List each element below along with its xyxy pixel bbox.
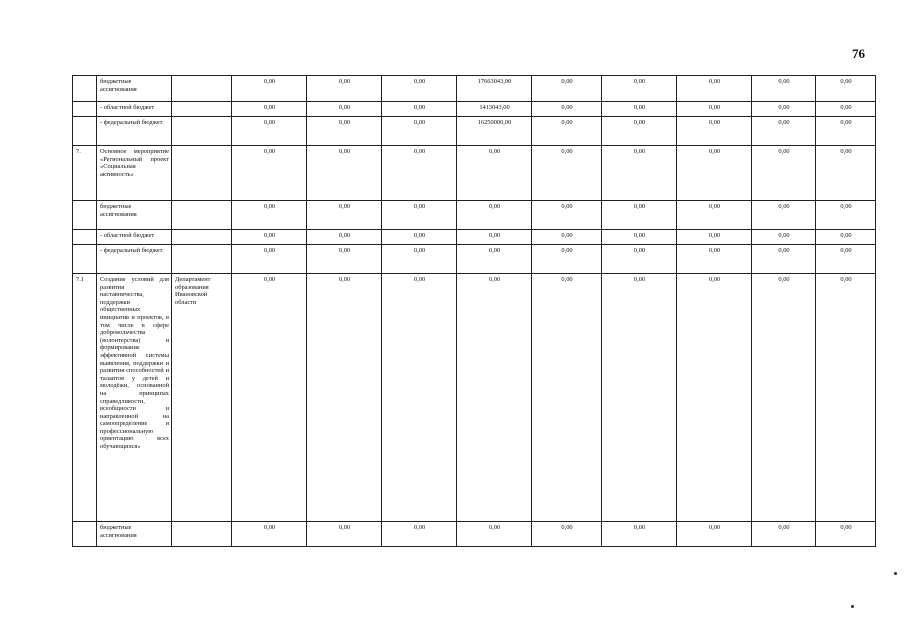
scan-speck (851, 605, 854, 608)
row-number-cell (73, 117, 97, 146)
value-cell: 0,00 (816, 245, 876, 274)
value-cell: 0,00 (752, 245, 816, 274)
value-cell: 0,00 (532, 76, 602, 102)
value-cell: 0,00 (382, 117, 457, 146)
value-cell: 0,00 (532, 117, 602, 146)
row-executor-cell (172, 146, 232, 201)
value-cell: 0,00 (382, 245, 457, 274)
value-cell: 0,00 (307, 117, 382, 146)
value-cell: 0,00 (232, 76, 307, 102)
value-cell: 0,00 (232, 146, 307, 201)
row-number-cell: 7.1 (73, 274, 97, 522)
value-cell: 0,00 (307, 146, 382, 201)
value-cell: 0,00 (382, 274, 457, 522)
value-cell: 0,00 (816, 522, 876, 547)
value-cell: 0,00 (307, 274, 382, 522)
row-number-cell (73, 201, 97, 230)
value-cell: 0,00 (602, 146, 677, 201)
row-executor-cell: Департамент образования Ивановской области (172, 274, 232, 522)
row-name-cell: бюджетные ассигнования (97, 201, 172, 230)
row-name-cell: - областной бюджет (97, 230, 172, 245)
value-cell: 0,00 (532, 274, 602, 522)
value-cell: 0,00 (602, 245, 677, 274)
scan-speck (894, 572, 897, 575)
row-number-cell (73, 102, 97, 117)
value-cell: 0,00 (457, 201, 532, 230)
value-cell: 0,00 (752, 76, 816, 102)
value-cell: 0,00 (532, 522, 602, 547)
value-cell: 0,00 (232, 102, 307, 117)
row-name-cell: Основное мероприятие «Региональный проект «Социальная активность» (97, 146, 172, 201)
table-row (73, 102, 876, 117)
value-cell: 0,00 (752, 102, 816, 117)
value-cell: 0,00 (677, 76, 752, 102)
value-cell: 0,00 (602, 117, 677, 146)
value-cell: 0,00 (307, 102, 382, 117)
page-number: 76 (852, 46, 865, 61)
row-executor-cell (172, 102, 232, 117)
table-row (73, 201, 876, 230)
value-cell: 0,00 (752, 274, 816, 522)
value-cell: 0,00 (677, 117, 752, 146)
value-cell: 0,00 (382, 230, 457, 245)
value-cell: 0,00 (816, 201, 876, 230)
row-executor-cell (172, 117, 232, 146)
value-cell: 0,00 (382, 146, 457, 201)
value-cell: 0,00 (532, 146, 602, 201)
table-row (73, 76, 876, 102)
value-cell: 0,00 (752, 230, 816, 245)
value-cell: 0,00 (457, 274, 532, 522)
value-cell: 0,00 (457, 522, 532, 547)
row-executor-cell (172, 522, 232, 547)
row-name-cell: Создание условий для развития наставничества, поддержки общественных инициатив и проектов, в том числе в сфере добровольчества (волонтерства) и формирование эффективной системы выявления, поддержки и развития способностей и талантов у детей и молодёжи, основанной на принципах справедливости, всеобщности и направленной на самоопределение и профессиональную ориентацию всех обучающихся» (97, 274, 172, 522)
value-cell: 0,00 (532, 201, 602, 230)
row-name-cell: бюджетные ассигнования (97, 76, 172, 102)
value-cell: 0,00 (382, 102, 457, 117)
value-cell: 0,00 (307, 201, 382, 230)
value-cell: 16250000,00 (457, 117, 532, 146)
value-cell: 0,00 (602, 522, 677, 547)
value-cell: 0,00 (307, 522, 382, 547)
value-cell: 0,00 (677, 102, 752, 117)
value-cell: 0,00 (602, 76, 677, 102)
value-cell: 0,00 (816, 102, 876, 117)
value-cell: 17663043,00 (457, 76, 532, 102)
value-cell: 0,00 (752, 117, 816, 146)
value-cell: 0,00 (677, 201, 752, 230)
value-cell: 0,00 (752, 201, 816, 230)
value-cell: 0,00 (602, 274, 677, 522)
value-cell: 0,00 (232, 201, 307, 230)
table-row (73, 146, 876, 201)
row-executor-cell (172, 201, 232, 230)
value-cell: 0,00 (382, 201, 457, 230)
value-cell: 0,00 (457, 230, 532, 245)
value-cell: 0,00 (232, 522, 307, 547)
value-cell: 0,00 (532, 230, 602, 245)
value-cell: 0,00 (382, 522, 457, 547)
table-row (73, 230, 876, 245)
value-cell: 0,00 (816, 117, 876, 146)
row-executor-cell (172, 245, 232, 274)
row-number-cell (73, 230, 97, 245)
value-cell: 0,00 (232, 245, 307, 274)
value-cell: 0,00 (457, 245, 532, 274)
row-executor-cell (172, 76, 232, 102)
value-cell: 0,00 (602, 201, 677, 230)
value-cell: 0,00 (602, 102, 677, 117)
table-row (73, 522, 876, 547)
value-cell: 1413043,00 (457, 102, 532, 117)
value-cell: 0,00 (307, 230, 382, 245)
row-name-cell: - областной бюджет (97, 102, 172, 117)
row-executor-cell (172, 230, 232, 245)
value-cell: 0,00 (752, 522, 816, 547)
value-cell: 0,00 (602, 230, 677, 245)
value-cell: 0,00 (532, 102, 602, 117)
value-cell: 0,00 (752, 146, 816, 201)
value-cell: 0,00 (532, 245, 602, 274)
row-name-cell: бюджетные ассигнования (97, 522, 172, 547)
value-cell: 0,00 (232, 274, 307, 522)
value-cell: 0,00 (307, 245, 382, 274)
table-row (73, 245, 876, 274)
value-cell: 0,00 (677, 274, 752, 522)
table-row (73, 274, 876, 522)
budget-table (72, 75, 876, 547)
table-row (73, 117, 876, 146)
row-number-cell (73, 76, 97, 102)
value-cell: 0,00 (677, 522, 752, 547)
value-cell: 0,00 (232, 117, 307, 146)
value-cell: 0,00 (232, 230, 307, 245)
row-number-cell (73, 245, 97, 274)
row-number-cell: 7. (73, 146, 97, 201)
row-name-cell: - федеральный бюджет (97, 245, 172, 274)
value-cell: 0,00 (382, 76, 457, 102)
value-cell: 0,00 (816, 230, 876, 245)
row-name-cell: - федеральный бюджет (97, 117, 172, 146)
value-cell: 0,00 (677, 146, 752, 201)
value-cell: 0,00 (677, 230, 752, 245)
value-cell: 0,00 (816, 76, 876, 102)
value-cell: 0,00 (816, 146, 876, 201)
value-cell: 0,00 (307, 76, 382, 102)
value-cell: 0,00 (816, 274, 876, 522)
row-number-cell (73, 522, 97, 547)
value-cell: 0,00 (457, 146, 532, 201)
value-cell: 0,00 (677, 245, 752, 274)
